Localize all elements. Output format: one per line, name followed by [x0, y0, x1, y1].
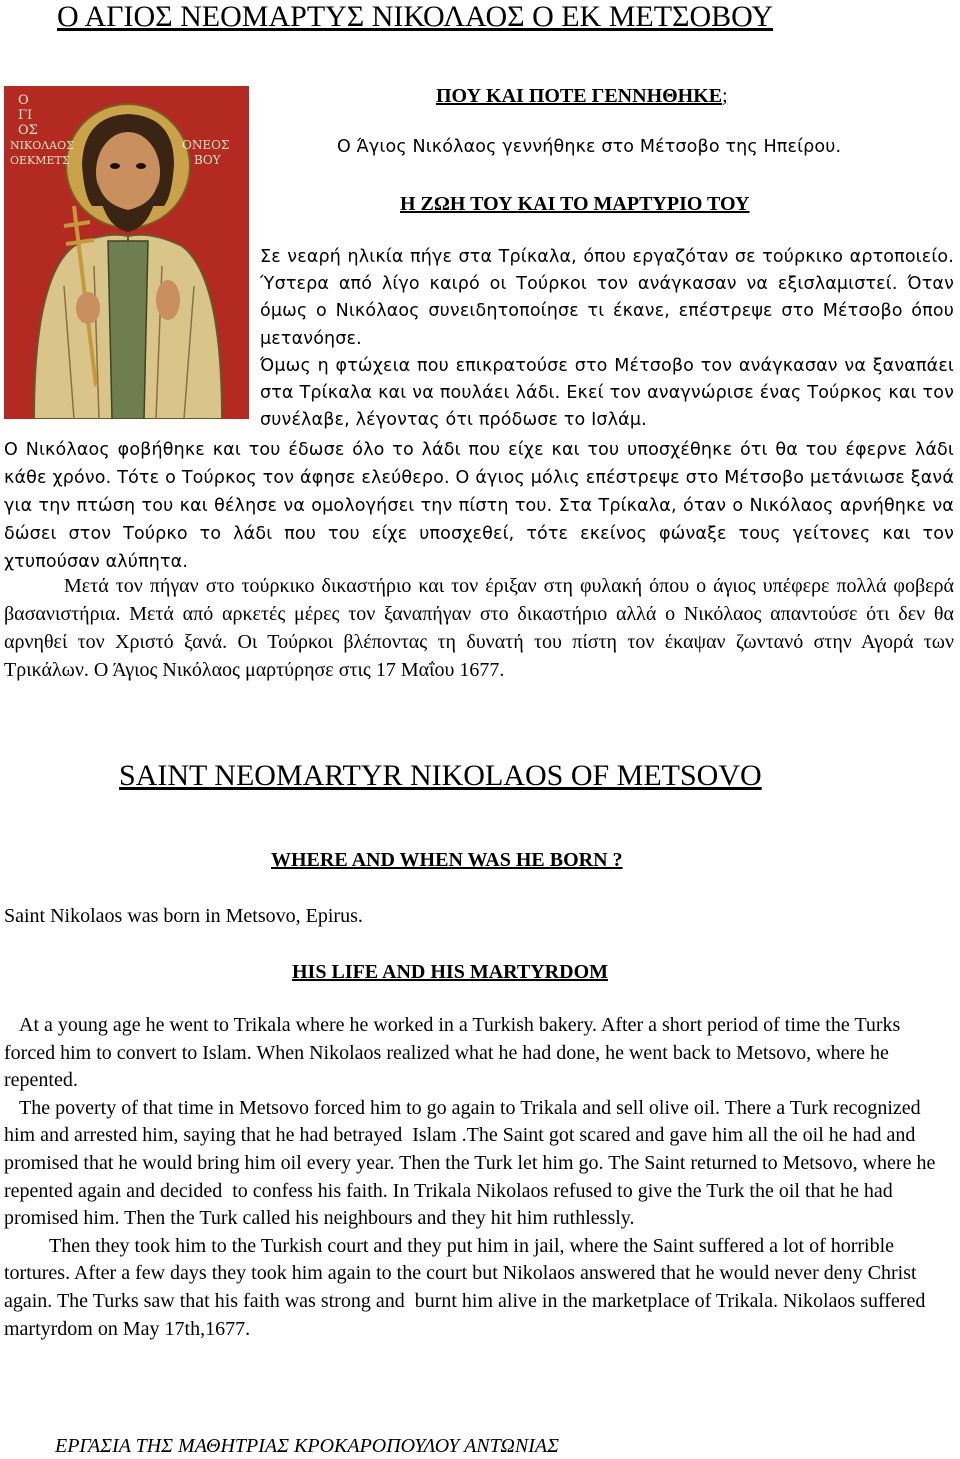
- greek-born-heading-mark: ;: [722, 85, 728, 107]
- english-title: SAINT NEOMARTYR NIKOLAOS OF METSOVO: [119, 759, 762, 792]
- english-born-text: Saint Nikolaos was born in Metsovo, Epirus.: [4, 905, 363, 927]
- english-life-paragraph-3: Then they took him to the Turkish court and they put him in jail, where the Saint suffered a lot of horrible tortures. After a few days they took him again to the court but Nikolaos answered that he would never deny Christ again. The Turks saw that his faith was strong and burnt him alive in the marketplace of Trikala. Nikolaos suffered martyrdom on May 17th,1677.: [4, 1234, 931, 1340]
- icon-inscription-right-2: ΒΟΥ: [194, 153, 221, 167]
- icon-inscription-right-1: ΟΝΕΟΣ: [182, 138, 230, 152]
- english-life-paragraph-2: The poverty of that time in Metsovo forced him to go again to Trikala and sell olive oil. There a Turk recognized him and arrested him, saying that he had betrayed Islam .The Saint got scared and gave him all the oil he had and promised that he would bring him oil every year. Then the Turk let him go. The Saint returned to Metsovo, where he repented again and decided to confess his faith. In Trikala Nikolaos refused to give the Turk the oil that he had promised him. Then the Turk called his neighbours and they hit him ruthlessly.: [4, 1096, 941, 1230]
- greek-born-heading-row: [436, 84, 728, 108]
- icon-inscription-left-1: Ο: [18, 93, 29, 108]
- icon-inscription-left-5: ΟΕΚΜΕΤΣ: [10, 154, 70, 167]
- footer-author: ΕΡΓΑΣΙΑ ΤΗΣ ΜΑΘΗΤΡΙΑΣ ΚΡΟΚΑΡΟΠΟΥΛΟΥ ΑΝΤΩΝΙΑΣ: [55, 1435, 559, 1457]
- greek-life-text-right: [260, 244, 954, 434]
- greek-life-paragraph-3: Ο Νικόλαος φοβήθηκε και του έδωσε όλο το λάδι που είχε και του υποσχέθηκε ότι θα του έφερνε λάδι κάθε χρόνο. Τότε ο Τούρκος τον άφησε ελεύθερο. Ο άγιος μόλις επέστρεψε στο Μέτσοβο μετάνιωσε ξανά για την πτώση του και θέλησε να ομολογήσει την πίστη του. Στα Τρίκαλα, όταν ο Νικόλαος αρνήθηκε να δώσει στον Τούρκο το λάδι που του είχε υποσχεθεί, τότε εκείνος φώναξε τους γείτονες και τον χτυπούσαν αλύπητα.: [4, 440, 954, 572]
- icon-inscription-left-2: ΓΙ: [18, 108, 33, 123]
- greek-born-text: Ο Άγιος Νικόλαος γεννήθηκε στο Μέτσοβο της Ηπείρου.: [337, 137, 842, 157]
- english-life-paragraph-1: At a young age he went to Trikala where he worked in a Turkish bakery. After a short period of time the Turks forced him to convert to Islam. When Nikolaos realized what he had done, he went back to Metsovo, where he repented.: [4, 1014, 906, 1092]
- icon-inscription-left-3: ΟΣ: [18, 123, 38, 138]
- icon-inscription-left-4: ΝΙΚΟΛΑΟΣ: [10, 139, 74, 152]
- greek-born-heading: ΠΟΥ ΚΑΙ ΠΟΤΕ ΓΕΝΝΗΘΗΚΕ: [436, 85, 723, 107]
- english-life-heading: HIS LIFE AND HIS MARTYRDOM: [292, 961, 608, 983]
- english-born-heading: WHERE AND WHEN WAS HE BORN ?: [271, 849, 623, 871]
- greek-title: Ο ΑΓΙΟΣ ΝΕΟΜΑΡΤΥΣ ΝΙΚΟΛΑΟΣ Ο ΕΚ ΜΕΤΣΟΒΟΥ: [57, 0, 774, 33]
- greek-court-paragraph: Μετά τον πήγαν στο τούρκικο δικαστήριο και τον έριξαν στη φυλακή όπου ο άγιος υπέφερε πολλά φοβερά βασανιστήρια. Μετά από αρκετές μέρες τον ξαναπήγαν στο δικαστήριο αλλά ο Νικόλαος απαντούσε ότι δεν θα αρνηθεί τον Χριστό ξανά. Οι Τούρκοι βλέποντας τη δυνατή του πίστη τον έκαψαν ζωντανό στην Αγορά των Τρικάλων. Ο Άγιος Νικόλαος μαρτύρησε στις 17 Μαΐου 1677.: [4, 575, 954, 681]
- english-life-text: [4, 1012, 952, 1343]
- saint-icon-image: [4, 86, 249, 419]
- greek-life-paragraph-2: Όμως η φτώχεια που επικρατούσε στο Μέτσοβο τον ανάγκασαν να ξαναπάει στα Τρίκαλα και να πουλάει λάδι. Εκεί τον αναγνώρισε ένας Τούρκος και τον συνέλαβε, λέγοντας ότι πρόδωσε το Ισλάμ.: [260, 355, 954, 431]
- greek-life-heading: Η ΖΩΗ ΤΟΥ ΚΑΙ ΤΟ ΜΑΡΤΥΡΙΟ ΤΟΥ: [400, 193, 750, 215]
- greek-life-paragraph-1: Σε νεαρή ηλικία πήγε στα Τρίκαλα, όπου εργαζόταν σε τούρκικο αρτοποιείο. Ύστερα από λίγο καιρό οι Τούρκοι τον ανάγκασαν να εξισλαμιστεί. Όταν όμως ο Νικόλαος συνειδητοποίησε τι έκανε, επέστρεψε στο Μέτσοβο όπου μετανόησε.: [260, 247, 954, 349]
